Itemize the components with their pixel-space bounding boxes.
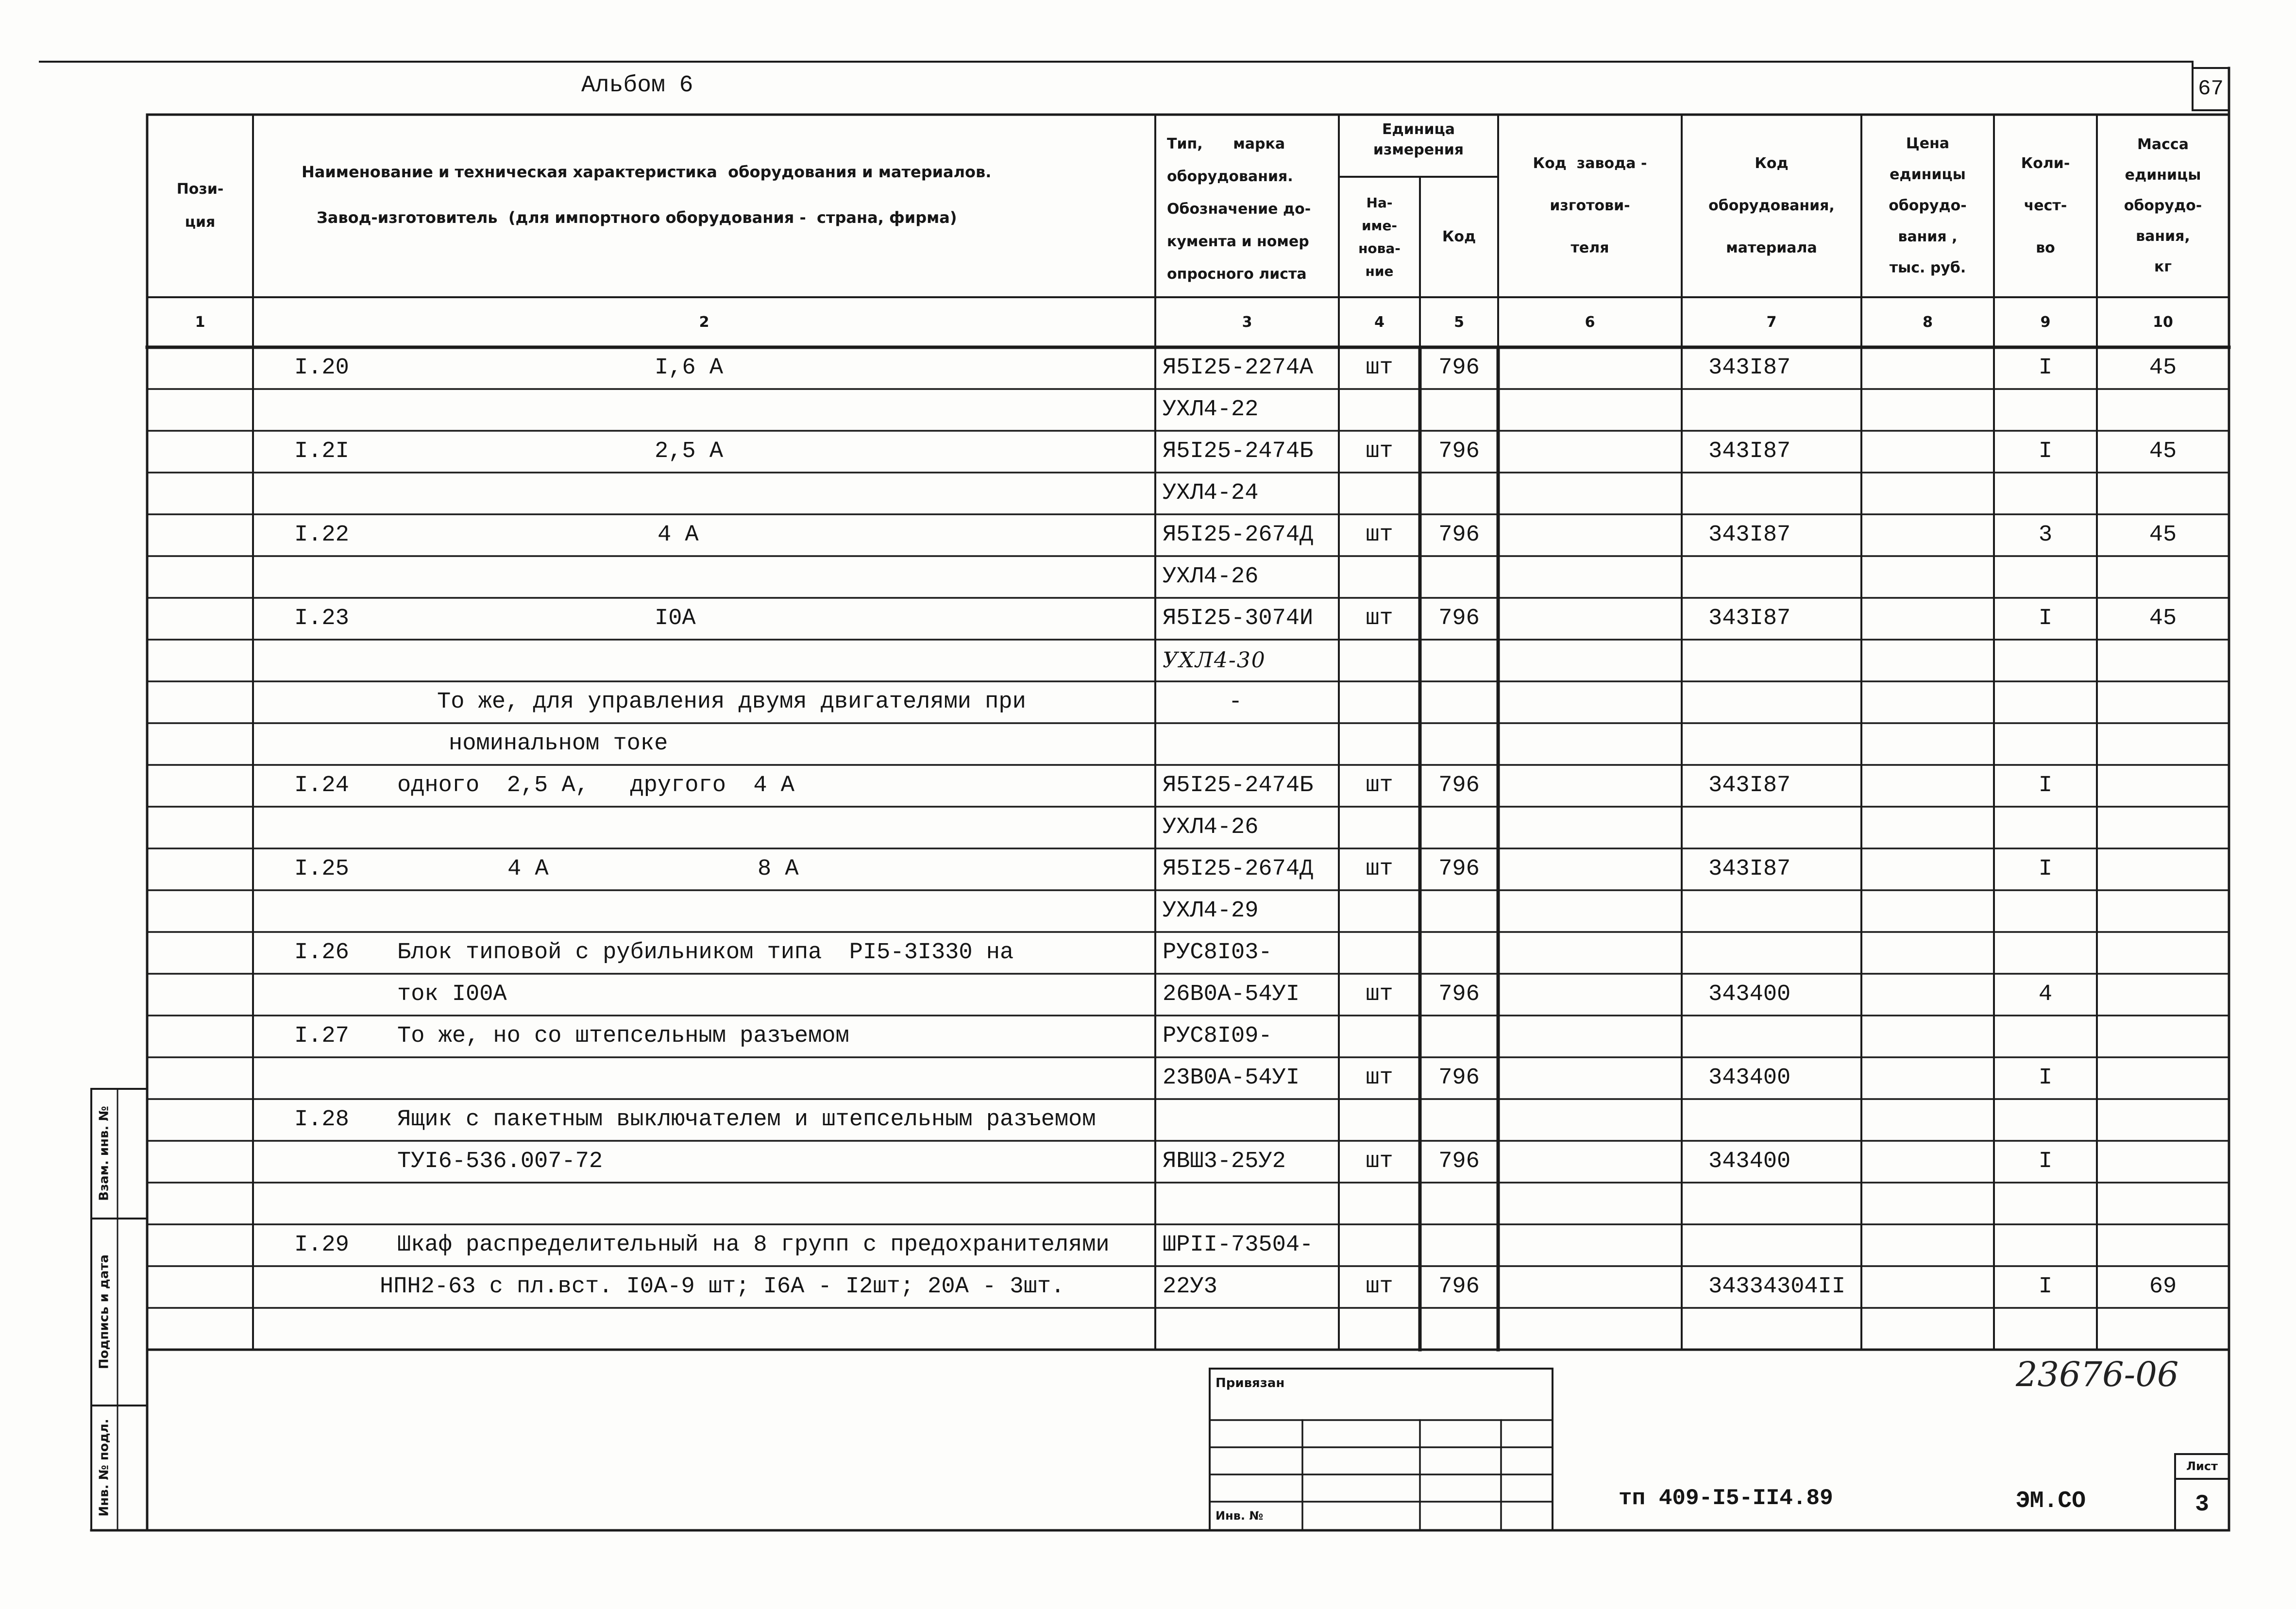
table-row	[0, 598, 2296, 640]
header-unit-mass: Масса единицы оборудо- вания, кг	[2124, 136, 2202, 275]
replaced-inventory-label: Взам. инв. №	[97, 1106, 112, 1201]
unit-name: шт	[1366, 355, 1393, 381]
table-row	[0, 1266, 2296, 1308]
item-name: одного 2,5 А, другого 4 А	[397, 773, 794, 798]
type-designation: ШРII-73504-	[1163, 1232, 1314, 1258]
unit-name: шт	[1366, 439, 1393, 464]
unit-name: шт	[1366, 982, 1393, 1007]
table-row	[0, 1308, 2296, 1350]
table-row	[0, 723, 2296, 765]
table-row	[0, 473, 2296, 514]
item-name: Ящик с пакетным выключателем и штепсельным разъемом	[397, 1107, 1096, 1133]
corner-page-number: 67	[2198, 77, 2224, 101]
quantity: I	[2038, 856, 2053, 882]
column-number: 1	[195, 314, 205, 331]
type-designation: УХЛ4-24	[1163, 480, 1259, 506]
unit-code: 796	[1438, 1149, 1480, 1174]
table-row	[0, 765, 2296, 807]
unit-code: 796	[1438, 982, 1480, 1007]
quantity: I	[2038, 773, 2053, 798]
unit-mass: 45	[2149, 355, 2177, 381]
unit-code: 796	[1438, 606, 1480, 631]
equipment-code: 343I87	[1708, 355, 1791, 381]
item-name: То же, для управления двумя двигателями при	[437, 689, 1026, 715]
unit-code: 796	[1438, 1065, 1480, 1091]
signature-date-label: Подпись и дата	[97, 1254, 112, 1370]
binding-stamp-inventory-label: Инв. №	[1216, 1509, 1264, 1523]
sheet-label: Лист	[2186, 1459, 2218, 1473]
equipment-code: 34334304II	[1708, 1274, 1846, 1300]
equipment-code: 343I87	[1708, 856, 1791, 882]
unit-mass: 45	[2149, 606, 2177, 631]
unit-code: 796	[1438, 856, 1480, 882]
equipment-code: 343I87	[1708, 439, 1791, 464]
item-name: 2,5 А	[655, 439, 724, 464]
item-name: 4 А	[658, 522, 699, 548]
table-row	[0, 890, 2296, 932]
table-row	[0, 640, 2296, 681]
item-name: Шкаф распределительный на 8 групп с предохранителями	[397, 1232, 1110, 1258]
unit-name: шт	[1366, 773, 1393, 798]
column-number: 5	[1454, 314, 1464, 331]
quantity: I	[2038, 355, 2053, 381]
type-designation: РУС8I09-	[1163, 1023, 1272, 1049]
table-row	[0, 932, 2296, 974]
item-name: Блок типовой с рубильником типа РI5-3I330 на	[397, 940, 1014, 965]
column-number: 2	[699, 314, 709, 331]
document-mark: ЭМ.СО	[2016, 1488, 2086, 1514]
header-equipment-code: Код оборудования, материала	[1708, 155, 1835, 256]
equipment-code: 343I87	[1708, 606, 1791, 631]
quantity: I	[2038, 1149, 2053, 1174]
unit-mass: 69	[2149, 1274, 2177, 1300]
item-name: ТУI6-536.007-72	[397, 1149, 603, 1174]
table-row	[0, 556, 2296, 598]
position-number: I.25	[294, 856, 349, 882]
unit-name: шт	[1366, 1065, 1393, 1091]
album-label: Альбом 6	[581, 72, 693, 99]
original-inventory-label: Инв. № подл.	[97, 1419, 112, 1517]
column-number: 4	[1374, 314, 1384, 331]
item-name: То же, но со штепсельным разъемом	[397, 1023, 849, 1049]
column-number: 6	[1585, 314, 1595, 331]
unit-name: шт	[1366, 1274, 1393, 1300]
quantity: 4	[2038, 982, 2053, 1007]
equipment-code: 343400	[1708, 1065, 1791, 1091]
type-designation: Я5I25-2674Д	[1163, 856, 1314, 882]
table-row	[0, 681, 2296, 723]
position-number: I.20	[294, 355, 349, 381]
type-designation: Я5I25-2274А	[1163, 355, 1314, 381]
table-row	[0, 347, 2296, 389]
unit-mass: 45	[2149, 522, 2177, 548]
table-row	[0, 389, 2296, 431]
type-designation: Я5I25-2474Б	[1163, 439, 1314, 464]
item-name-part: 8 А	[758, 856, 799, 882]
quantity: I	[2038, 1274, 2053, 1300]
position-number: I.2I	[294, 439, 349, 464]
unit-name: шт	[1366, 856, 1393, 882]
type-designation: УХЛ4-30	[1163, 648, 1266, 673]
header-plant-code: Код завода - изготови- теля	[1533, 155, 1647, 256]
table-row	[0, 1057, 2296, 1099]
type-designation: УХЛ4-26	[1163, 814, 1259, 840]
equipment-code: 343400	[1708, 982, 1791, 1007]
unit-code: 796	[1438, 355, 1480, 381]
quantity: I	[2038, 1065, 2053, 1091]
item-name: номинальном токе	[449, 731, 668, 757]
table-row	[0, 431, 2296, 473]
header-unit: Единица измерения	[1373, 121, 1464, 158]
position-number: I.28	[294, 1107, 349, 1133]
header-unit-code: Код	[1442, 228, 1476, 245]
type-designation: ЯВШ3-25У2	[1163, 1149, 1286, 1174]
sheet-number: 3	[2195, 1491, 2209, 1518]
type-designation: Я5I25-2474Б	[1163, 773, 1314, 798]
position-number: I.23	[294, 606, 349, 631]
table-row	[0, 1183, 2296, 1224]
unit-name: шт	[1366, 522, 1393, 548]
type-designation: УХЛ4-22	[1163, 397, 1259, 423]
column-number: 8	[1923, 314, 1933, 331]
position-number: I.24	[294, 773, 349, 798]
type-designation: УХЛ4-26	[1163, 564, 1259, 590]
column-number: 7	[1766, 314, 1777, 331]
table-row	[0, 1099, 2296, 1141]
type-designation: Я5I25-2674Д	[1163, 522, 1314, 548]
type-designation: УХЛ4-29	[1163, 898, 1259, 924]
unit-mass: 45	[2149, 439, 2177, 464]
item-name: I0А	[655, 606, 696, 631]
unit-code: 796	[1438, 439, 1480, 464]
handwritten-number: 23676-06	[2016, 1355, 2179, 1394]
item-name: НПН2-63 с пл.вст. I0А-9 шт; I6А - I2шт; 20А - 3шт.	[380, 1274, 1065, 1300]
header-name-line1: Наименование и техническая характеристика оборудования и материалов.	[302, 163, 992, 181]
item-name: I,6 А	[655, 355, 724, 381]
type-designation: 22У3	[1163, 1274, 1217, 1300]
type-designation: Я5I25-3074И	[1163, 606, 1314, 631]
table-row	[0, 848, 2296, 890]
type-designation: -	[1229, 689, 1243, 715]
quantity: I	[2038, 606, 2053, 631]
column-number: 3	[1242, 314, 1252, 331]
column-number: 10	[2153, 314, 2173, 331]
unit-name: шт	[1366, 1149, 1393, 1174]
type-designation: 26В0А-54УI	[1163, 982, 1300, 1007]
unit-code: 796	[1438, 522, 1480, 548]
document-code: тп 409-I5-II4.89	[1619, 1486, 1833, 1511]
header-unit-name: На- име- нова- ние	[1358, 195, 1401, 279]
equipment-code: 343400	[1708, 1149, 1791, 1174]
binding-stamp-title: Привязан	[1216, 1376, 1285, 1390]
table-row	[0, 1224, 2296, 1266]
equipment-code: 343I87	[1708, 522, 1791, 548]
header-type: Тип, марка оборудования. Обозначение до- кумента и номер опросного листа	[1167, 135, 1311, 283]
table-row	[0, 1141, 2296, 1183]
quantity: I	[2038, 439, 2053, 464]
item-name: ток I00А	[397, 982, 507, 1007]
quantity: 3	[2038, 522, 2053, 548]
position-number: I.29	[294, 1232, 349, 1258]
header-quantity: Коли- чест- во	[2021, 155, 2070, 256]
table-row	[0, 1016, 2296, 1057]
item-name: 4 А	[507, 856, 549, 882]
equipment-code: 343I87	[1708, 773, 1791, 798]
header-name-line2: Завод-изготовитель (для импортного оборудования - страна, фирма)	[317, 208, 957, 227]
column-number: 9	[2040, 314, 2051, 331]
header-unit-price: Цена единицы оборудо- вания , тыс. руб.	[1889, 135, 1967, 276]
unit-code: 796	[1438, 773, 1480, 798]
position-number: I.26	[294, 940, 349, 965]
position-number: I.22	[294, 522, 349, 548]
position-number: I.27	[294, 1023, 349, 1049]
table-row	[0, 974, 2296, 1016]
table-row	[0, 807, 2296, 848]
header-position: Пози- ция	[176, 181, 224, 231]
unit-name: шт	[1366, 606, 1393, 631]
table-row	[0, 514, 2296, 556]
type-designation: РУС8I03-	[1163, 940, 1272, 965]
unit-code: 796	[1438, 1274, 1480, 1300]
type-designation: 23В0А-54УI	[1163, 1065, 1300, 1091]
